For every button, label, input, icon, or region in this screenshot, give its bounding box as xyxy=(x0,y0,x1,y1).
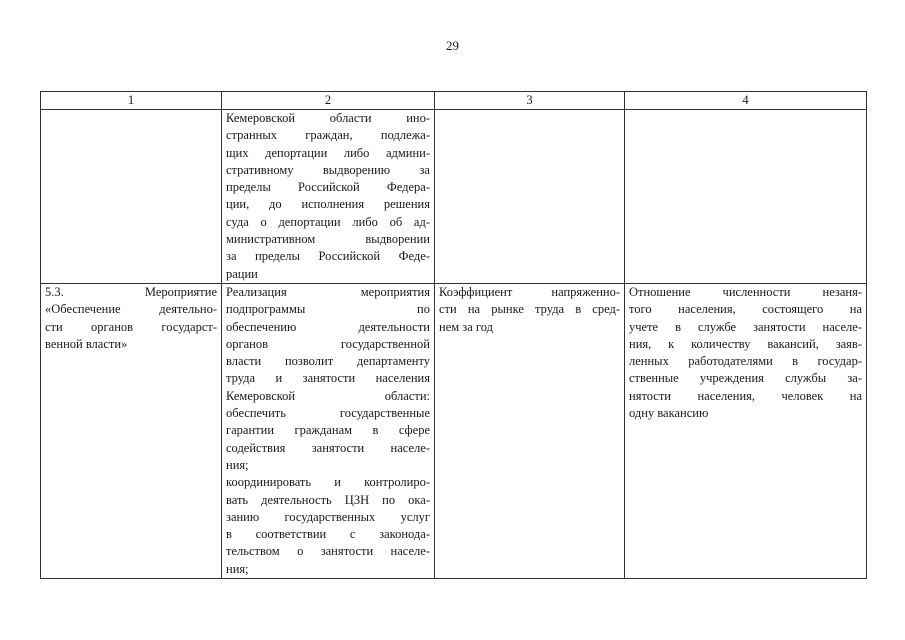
text-line: министративном выдворении xyxy=(226,232,430,247)
text-line: ленных работодателями в государ- xyxy=(629,354,862,369)
text-line: Кемеровской области ино- xyxy=(226,111,430,125)
text-line: органов государственной xyxy=(226,336,430,351)
cell-text xyxy=(45,284,217,353)
header-col-4: 4 xyxy=(625,92,867,110)
text-line: суда о депортации либо об ад- xyxy=(226,214,430,229)
text-line: учете в службе занятости населе- xyxy=(629,319,862,334)
measure-5-3-indicator xyxy=(435,283,625,578)
text-line: Кемеровской области: xyxy=(226,388,430,403)
text-line: содействия занятости населе- xyxy=(226,440,430,455)
measure-5-3-method xyxy=(625,283,867,578)
text-line: координировать и контролиро- xyxy=(226,475,430,490)
text-line: сти на рынке труда в сред- xyxy=(439,302,620,317)
cell-text xyxy=(629,284,862,422)
text-line: вать деятельность ЦЗН по ока- xyxy=(226,492,430,507)
text-line: пределы Российской Федера- xyxy=(226,180,430,195)
header-col-3: 3 xyxy=(435,92,625,110)
text-line: Отношение численности незаня- xyxy=(629,284,862,299)
measure-5-3-description xyxy=(222,283,435,578)
program-table xyxy=(40,91,867,579)
cell-text xyxy=(226,284,430,578)
text-line: Реализация мероприятия xyxy=(226,284,430,299)
header-col-1: 1 xyxy=(41,92,222,110)
text-line: подпрограммы по xyxy=(226,302,430,317)
text-line: ственные учреждения службы за- xyxy=(629,371,862,386)
table-row xyxy=(41,110,867,284)
text-line: труда и занятости населения xyxy=(226,371,430,386)
text-line: одну вакансию xyxy=(629,406,709,421)
text-line: нем за год xyxy=(439,319,493,334)
page-number: 29 xyxy=(446,38,459,53)
cell-text xyxy=(226,110,430,283)
text-line: сти органов государст- xyxy=(45,319,217,334)
cell-text xyxy=(439,284,620,336)
text-line: обеспечить государственные xyxy=(226,406,430,421)
text-line: ния, к количеству вакансий, заяв- xyxy=(629,336,862,351)
header-col-2: 2 xyxy=(222,92,435,110)
text-line: в соответствии с законода- xyxy=(226,527,430,542)
text-line: занию государственных услуг xyxy=(226,509,430,524)
header-row xyxy=(41,92,867,110)
continuation-col-4 xyxy=(625,110,867,284)
text-line: «Обеспечение деятельно- xyxy=(45,302,217,317)
text-line: нятости населения, человек на xyxy=(629,388,862,403)
text-line: стративному выдворению за xyxy=(226,162,430,177)
text-line: за пределы Российской Феде- xyxy=(226,249,430,264)
text-line: Коэффициент напряженно- xyxy=(439,284,620,299)
text-line: ции, до исполнения решения xyxy=(226,197,430,212)
text-line: странных граждан, подлежа- xyxy=(226,128,430,143)
text-line: того населения, состоящего на xyxy=(629,302,862,317)
text-line: ния; xyxy=(226,457,249,472)
text-line: венной власти» xyxy=(45,336,128,351)
table-row xyxy=(41,283,867,578)
text-line: щих депортации либо админи- xyxy=(226,145,430,160)
continuation-col-3 xyxy=(435,110,625,284)
text-line: обеспечению деятельности xyxy=(226,319,430,334)
measure-5-3-name xyxy=(41,283,222,578)
text-line: гарантии гражданам в сфере xyxy=(226,423,430,438)
text-line: тельством о занятости населе- xyxy=(226,544,430,559)
continuation-col-2 xyxy=(222,110,435,284)
text-line: 5.3. Мероприятие xyxy=(45,284,217,299)
text-line: ния; xyxy=(226,561,249,576)
continuation-col-1 xyxy=(41,110,222,284)
text-line: рации xyxy=(226,266,258,281)
text-line: власти позволит департаменту xyxy=(226,354,430,369)
